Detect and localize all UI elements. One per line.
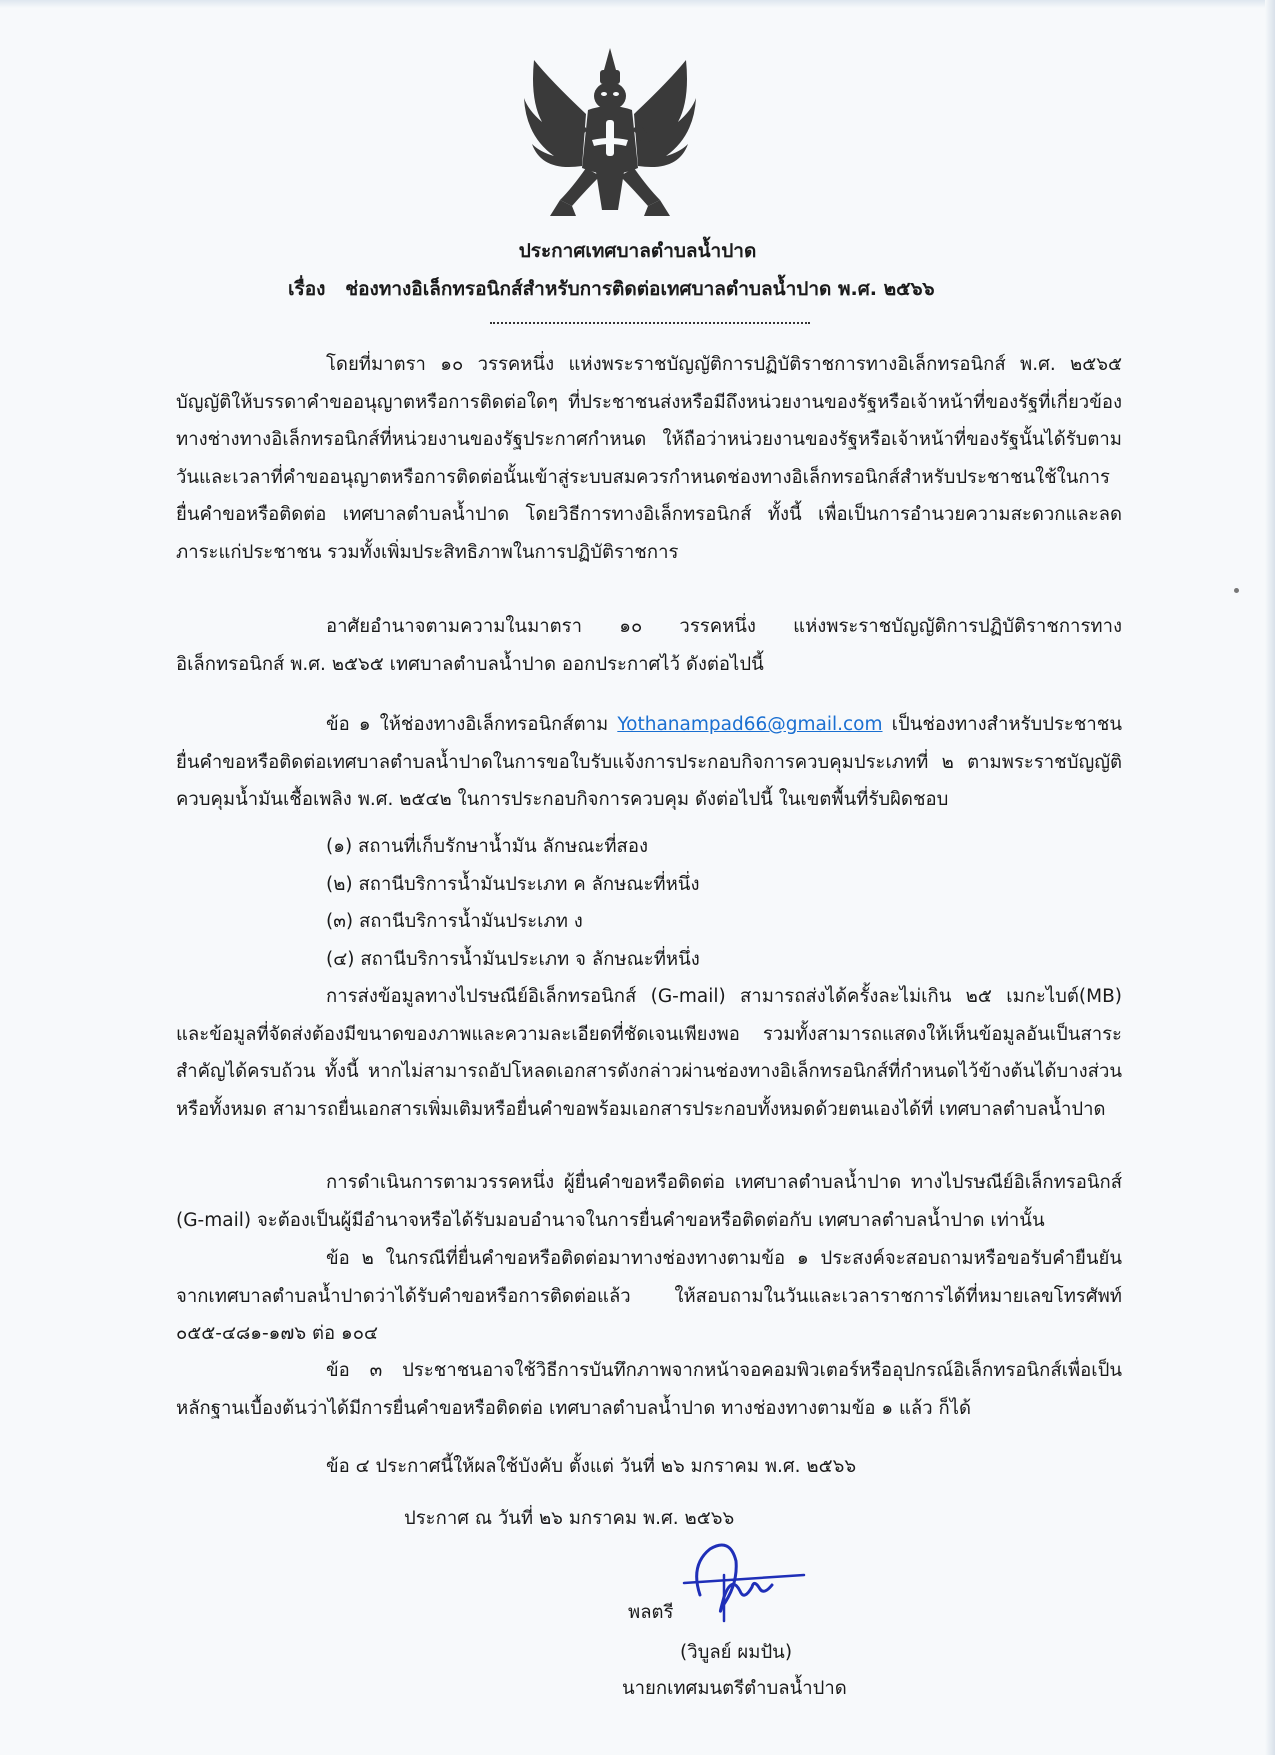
list-item: (๑) สถานที่เก็บรักษาน้ำมัน ลักษณะที่สอง	[326, 836, 648, 857]
scan-speck	[1234, 588, 1239, 593]
scan-edge-top	[0, 0, 1275, 8]
clause-4: ข้อ ๔ ประกาศนี้ให้ผลใช้บังคับ ตั้งแต่ วันที่ ๒๖ มกราคม พ.ศ. ๒๕๖๖	[326, 1456, 857, 1477]
signer-position: นายกเทศมนตรีตำบลน้ำปาด	[622, 1678, 847, 1699]
signature-icon	[680, 1535, 810, 1625]
clause-3: ข้อ ๓ ประชาชนอาจใช้วิธีการบันทึกภาพจากหน้าจอคอมพิวเตอร์หรืออุปกรณ์อิเล็กทรอนิกส์เพื่อเป็นหลักฐานเบื้องต้นว่าได้มีการยื่นคำขอหรือติดต่อ เทศบาลตำบลน้ำปาด ทางช่องทางตามข้อ ๑ แล้ว ก็ได้	[176, 1360, 1122, 1419]
announcement-title: ประกาศเทศบาลตำบลน้ำปาด	[518, 240, 757, 262]
list-item: (๒) สถานีบริการน้ำมันประเภท ค ลักษณะที่หนึ่ง	[326, 874, 700, 895]
paragraph-authorized-sender: การดำเนินการตามวรรคหนึ่ง ผู้ยื่นคำขอหรือติดต่อ เทศบาลตำบลน้ำปาด ทางไปรษณีย์อิเล็กทรอนิกส์ (G-mail) จะต้องเป็นผู้มีอำนาจหรือได้รับมอบอำนาจในการยื่นคำขอหรือติดต่อกับ เทศบาลตำบลน้ำปาด เท่านั้น	[176, 1172, 1122, 1231]
announcement-subject	[288, 274, 1048, 304]
list-item: (๓) สถานีบริการน้ำมันประเภท ง	[326, 911, 583, 932]
garuda-emblem-icon	[520, 40, 700, 230]
announcement-date: ประกาศ ณ วันที่ ๒๖ มกราคม พ.ศ. ๒๕๖๖	[404, 1508, 735, 1529]
clause-2: ข้อ ๒ ในกรณีที่ยื่นคำขอหรือติดต่อมาทางช่องทางตามข้อ ๑ ประสงค์จะสอบถามหรือขอรับคำยืนยันจากเทศบาลตำบลน้ำปาดว่าได้รับคำขอหรือการติดต่อแล้ว ให้สอบถามในวันและเวลาราชการได้ที่หมายเลขโทรศัพท์ ๐๕๕-๔๘๑-๑๗๖ ต่อ ๑๐๔	[176, 1248, 1122, 1344]
signer-rank: พลตรี	[628, 1602, 674, 1623]
clause-1-text-pre: ข้อ ๑ ให้ช่องทางอิเล็กทรอนิกส์ตาม	[326, 714, 609, 735]
email-link[interactable]: Yothanampad66@gmail.com	[617, 714, 883, 735]
dotted-divider	[490, 322, 810, 324]
subject-label: เรื่อง	[288, 278, 326, 300]
clause-1	[176, 706, 1122, 819]
paragraph-authority: อาศัยอำนาจตามความในมาตรา ๑๐ วรรคหนึ่ง แห่งพระราชบัญญัติการปฏิบัติราชการทางอิเล็กทรอนิกส์ พ.ศ. ๒๕๖๕ เทศบาลตำบลน้ำปาด ออกประกาศไว้ ดังต่อไปนี้	[176, 616, 1122, 675]
clause-1-text-post: เป็นช่องทางสำหรับประชาชนยื่นคำขอหรือติดต่อเทศบาลตำบลน้ำปาดในการขอใบรับแจ้งการประกอบกิจการควบคุมประเภทที่ ๒ ตามพระราชบัญญัติควบคุมน้ำมันเชื้อเพลิง พ.ศ. ๒๕๔๒ ในการประกอบกิจการควบคุม ดังต่อไปนี้ ในเขตพื้นที่รับผิดชอบ	[176, 714, 1122, 810]
subject-text: ช่องทางอิเล็กทรอนิกส์สำหรับการติดต่อเทศบาลตำบลน้ำปาด พ.ศ. ๒๕๖๖	[345, 278, 935, 300]
signer-name: (วิบูลย์ ผมปัน)	[680, 1642, 793, 1663]
paragraph-gmail-limits: การส่งข้อมูลทางไปรษณีย์อิเล็กทรอนิกส์ (G-mail) สามารถส่งได้ครั้งละไม่เกิน ๒๕ เมกะไบต์(MB) และข้อมูลที่จัดส่งต้องมีขนาดของภาพและความละเอียดที่ชัดเจนเพียงพอ รวมทั้งสามารถแสดงให้เห็นข้อมูลอันเป็นสาระสำคัญได้ครบถ้วน ทั้งนี้ หากไม่สามารถอัปโหลดเอกสารดังกล่าวผ่านช่องทางอิเล็กทรอนิกส์ที่กำหนดไว้ข้างต้นได้บางส่วนหรือทั้งหมด สามารถยื่นเอกสารเพิ่มเติมหรือยื่นคำขอพร้อมเอกสารประกอบทั้งหมดด้วยตนเองได้ที่ เทศบาลตำบลน้ำปาด	[176, 986, 1122, 1120]
list-item: (๔) สถานีบริการน้ำมันประเภท จ ลักษณะที่หนึ่ง	[326, 949, 700, 970]
paragraph-preamble: โดยที่มาตรา ๑๐ วรรคหนึ่ง แห่งพระราชบัญญัติการปฏิบัติราชการทางอิเล็กทรอนิกส์ พ.ศ. ๒๕๖๕ บัญญัติให้บรรดาคำขออนุญาตหรือการติดต่อใดๆ ที่ประชาชนส่งหรือมีถึงหน่วยงานของรัฐหรือเจ้าหน้าที่ของรัฐที่เกี่ยวข้องทางช่างทางอิเล็กทรอนิกส์ที่หน่วยงานของรัฐประกาศกำหนด ให้ถือว่าหน่วยงานของรัฐหรือเจ้าหน้าที่ของรัฐนั้นได้รับตามวันและเวลาที่คำขออนุญาตหรือการติดต่อนั้นเข้าสู่ระบบสมควรกำหนดช่องทางอิเล็กทรอนิกส์สำหรับประชาชนใช้ในการยื่นคำขอหรือติดต่อ เทศบาลตำบลน้ำปาด โดยวิธีการทางอิเล็กทรอนิกส์ ทั้งนี้ เพื่อเป็นการอำนวยความสะดวกและลดภาระแก่ประชาชน รวมทั้งเพิ่มประสิทธิภาพในการปฏิบัติราชการ	[176, 354, 1122, 563]
